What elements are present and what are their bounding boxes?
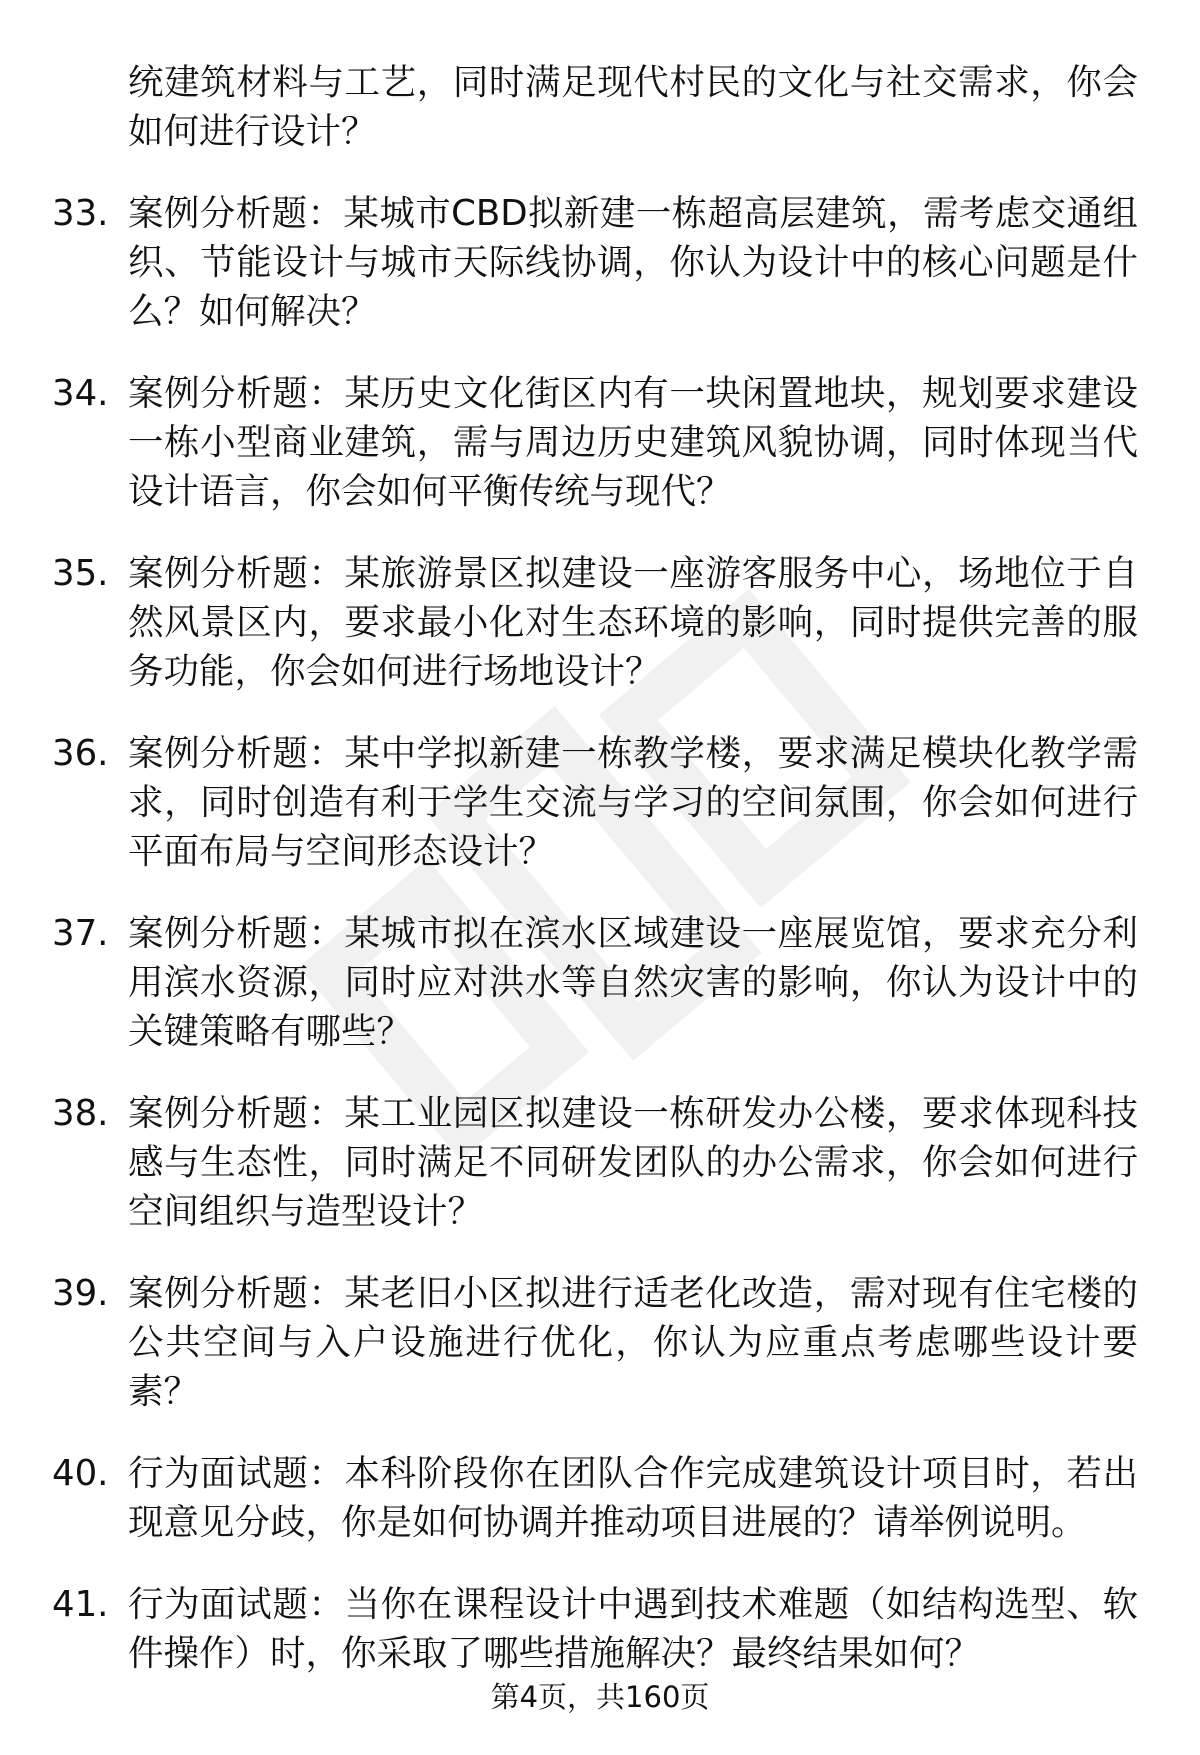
question-text: 案例分析题：某城市拟在滨水区域建设一座展览馆，要求充分利用滨水资源，同时应对洪水等自然灾害的影响，你认为设计中的关键策略有哪些？: [128, 913, 1138, 1052]
question-text: 案例分析题：某旅游景区拟建设一座游客服务中心，场地位于自然风景区内，要求最小化对生态环境的影响，同时提供完善的服务功能，你会如何进行场地设计？: [128, 553, 1138, 692]
question-item: [0, 369, 1138, 516]
question-item: [0, 1089, 1138, 1236]
question-number: 38.: [52, 1093, 109, 1134]
question-number: 35.: [52, 553, 109, 594]
question-item: [0, 549, 1138, 696]
question-item: [0, 1580, 1138, 1678]
question-continuation: [0, 58, 1138, 156]
question-item: [0, 909, 1138, 1056]
question-text: 案例分析题：某工业园区拟建设一栋研发办公楼，要求体现科技感与生态性，同时满足不同研发团队的办公需求，你会如何进行空间组织与造型设计？: [128, 1093, 1138, 1232]
question-text: 案例分析题：某历史文化街区内有一块闲置地块，规划要求建设一栋小型商业建筑，需与周边历史建筑风貌协调，同时体现当代设计语言，你会如何平衡传统与现代？: [128, 373, 1138, 512]
question-text: 统建筑材料与工艺，同时满足现代村民的文化与社交需求，你会如何进行设计？: [128, 62, 1138, 152]
question-number: 34.: [52, 373, 109, 414]
question-item: [0, 729, 1138, 876]
page-footer: 第4页，共160页: [490, 1680, 710, 1714]
question-text: 案例分析题：某老旧小区拟进行适老化改造，需对现有住宅楼的公共空间与入户设施进行优化，你认为应重点考虑哪些设计要素？: [128, 1273, 1138, 1412]
question-text: 行为面试题：本科阶段你在团队合作完成建筑设计项目时，若出现意见分歧，你是如何协调并推动项目进展的？请举例说明。: [128, 1453, 1138, 1543]
question-item: [0, 189, 1138, 336]
question-number: 36.: [52, 733, 109, 774]
question-text: 案例分析题：某中学拟新建一栋教学楼，要求满足模块化教学需求，同时创造有利于学生交流与学习的空间氛围，你会如何进行平面布局与空间形态设计？: [128, 733, 1138, 872]
question-number: 39.: [52, 1273, 109, 1314]
question-item: [0, 1449, 1138, 1547]
question-number: 41.: [52, 1584, 109, 1625]
document-page: [0, 58, 1200, 1711]
question-number: 40.: [52, 1453, 109, 1494]
question-item: [0, 1269, 1138, 1416]
question-text: 案例分析题：某城市CBD拟新建一栋超高层建筑，需考虑交通组织、节能设计与城市天际线协调，你认为设计中的核心问题是什么？如何解决？: [128, 193, 1138, 332]
question-number: 33.: [52, 193, 109, 234]
question-text: 行为面试题：当你在课程设计中遇到技术难题（如结构选型、软件操作）时，你采取了哪些措施解决？最终结果如何？: [128, 1584, 1138, 1674]
question-number: 37.: [52, 913, 109, 954]
